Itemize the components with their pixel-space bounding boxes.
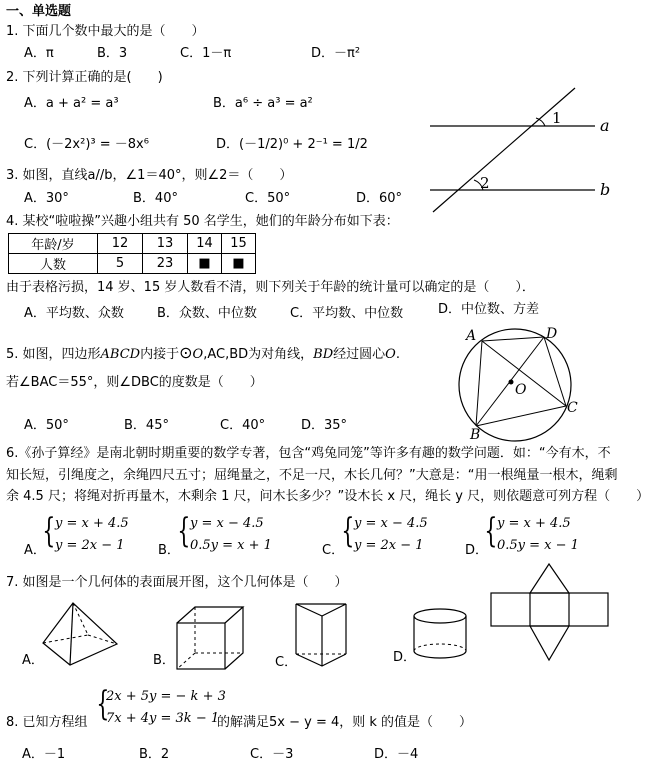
brace-icon: { (96, 684, 110, 724)
q1-option-b[interactable]: B．3 (97, 46, 128, 61)
angle-1-label: 1 (552, 109, 562, 127)
q6-line1: 6.《孙子算经》是南北朝时期重要的数学专著，包含“鸡兔同笼”等许多有趣的数学问题．如：“今有木，不 (6, 446, 611, 461)
q4-option-a[interactable]: A．平均数、众数 (24, 306, 124, 321)
q1-stem: 1. 下面几个数中最大的是（ ） (6, 24, 205, 39)
triangular-prism-shape (294, 602, 354, 672)
q6-line2: 知长短，引绳度之，余绳四尺五寸；屈绳量之，不足一尺，木长几何？”大意是：“用一根绳量一根木，绳剩 (6, 468, 618, 483)
point-c-label: C (567, 400, 578, 416)
q1-option-c[interactable]: C．1－π (180, 46, 232, 61)
q7-stem: 7. 如图是一个几何体的表面展开图，这个几何体是（ ） (6, 575, 348, 590)
point-d-label: D (546, 326, 558, 342)
q4-option-c[interactable]: C．平均数、中位数 (290, 306, 404, 321)
q3-option-a[interactable]: A．30° (24, 191, 69, 206)
line-b-label: b (600, 180, 611, 199)
table-cell: 人数 (9, 254, 98, 274)
q2-option-c[interactable]: C．(－2x²)³ = －8x⁶ (24, 137, 149, 152)
q3-stem: 3. 如图，直线a//b，∠1＝40°，则∠2＝（ ） (6, 168, 293, 183)
q5-line2: 若∠BAC＝55°，则∠DBC的度数是（ ） (6, 375, 263, 390)
q5-option-d[interactable]: D．35° (301, 418, 348, 433)
point-o-label: O (515, 382, 527, 398)
q8-suffix: 的解满足5x − y = 4，则 k 的值是（ ） (217, 715, 473, 730)
q4-option-d[interactable]: D．中位数、方差 (438, 302, 540, 317)
age-table-header (9, 234, 256, 254)
q2-stem: 2. 下列计算正确的是( ) (6, 70, 163, 85)
q4-option-b[interactable]: B．众数、中位数 (157, 306, 257, 321)
q7-option-a[interactable]: A． (22, 653, 44, 668)
q8-option-d[interactable]: D．－4 (374, 747, 419, 762)
q8-option-a[interactable]: A．－1 (22, 747, 66, 762)
q5-option-b[interactable]: B．45° (124, 418, 169, 433)
table-cell: 12 (98, 234, 143, 254)
age-table-row (9, 254, 256, 274)
square-pyramid-shape (40, 601, 120, 671)
inscribed-quadrilateral-figure (455, 325, 595, 443)
q3-option-d[interactable]: D．60° (356, 191, 403, 206)
table-cell: ■ (188, 254, 222, 274)
q2-option-a[interactable]: A．a + a² = a³ (24, 96, 119, 111)
q2-option-d[interactable]: D．(－1/2)⁰ + 2⁻¹ = 1/2 (216, 137, 368, 152)
table-cell: 15 (222, 234, 256, 254)
q5-option-c[interactable]: C．40° (220, 418, 266, 433)
section-title: 一、单选题 (6, 4, 72, 19)
table-cell: 13 (143, 234, 188, 254)
brace-icon: { (341, 511, 355, 551)
q1-option-a[interactable]: A．π (24, 46, 54, 61)
q5-stem: 5. 如图，四边形ABCD内接于⊙O,AC,BD为对角线，BD经过圆心O. (6, 343, 400, 362)
line-a-label: a (600, 116, 610, 135)
circle-symbol-icon: ⊙ (179, 343, 193, 362)
age-table (8, 233, 256, 274)
q8-prefix: 8. 已知方程组 (6, 715, 88, 730)
q8-eq2: 7x + 4y = 3k − 1 (106, 711, 220, 726)
q3-option-c[interactable]: C．50° (245, 191, 291, 206)
table-cell: 23 (143, 254, 188, 274)
q7-option-b[interactable]: B． (153, 653, 175, 668)
brace-icon: { (42, 511, 56, 551)
surface-net-figure (490, 562, 615, 672)
parallel-lines-figure (425, 85, 625, 215)
q3-option-b[interactable]: B．40° (133, 191, 178, 206)
q8-option-b[interactable]: B．2 (139, 747, 170, 762)
q5-option-a[interactable]: A．50° (24, 418, 69, 433)
q8-option-c[interactable]: C．－3 (250, 747, 294, 762)
q4-note: 由于表格污损，14 岁、15 岁人数看不清，则下列关于年龄的统计量可以确定的是（ ）． (6, 280, 535, 295)
q6-line3: 余 4.5 尺；将绳对折再量木，木剩余 1 尺，问木长多少？”设木长 x 尺，绳长 y 尺，则依题意可列方程（ ） (6, 489, 650, 504)
q7-option-d[interactable]: D． (393, 650, 417, 665)
table-cell: ■ (222, 254, 256, 274)
table-cell: 14 (188, 234, 222, 254)
q4-stem: 4. 某校“啦啦操”兴趣小组共有 50 名学生，她们的年龄分布如下表： (6, 214, 399, 229)
point-a-label: A (466, 328, 477, 344)
q8-eq1: 2x + 5y = − k + 3 (106, 689, 226, 704)
brace-icon: { (484, 511, 498, 551)
q2-option-b[interactable]: B．a⁶ ÷ a³ = a² (213, 96, 313, 111)
angle-2-label: 2 (480, 174, 490, 192)
cylinder-shape (412, 607, 472, 662)
q1-option-d[interactable]: D．－π² (311, 46, 361, 61)
cube-shape (173, 603, 248, 673)
point-b-label: B (470, 427, 481, 443)
table-cell: 年龄/岁 (9, 234, 98, 254)
q7-option-c[interactable]: C． (275, 655, 298, 670)
table-cell: 5 (98, 254, 143, 274)
brace-icon: { (177, 511, 191, 551)
